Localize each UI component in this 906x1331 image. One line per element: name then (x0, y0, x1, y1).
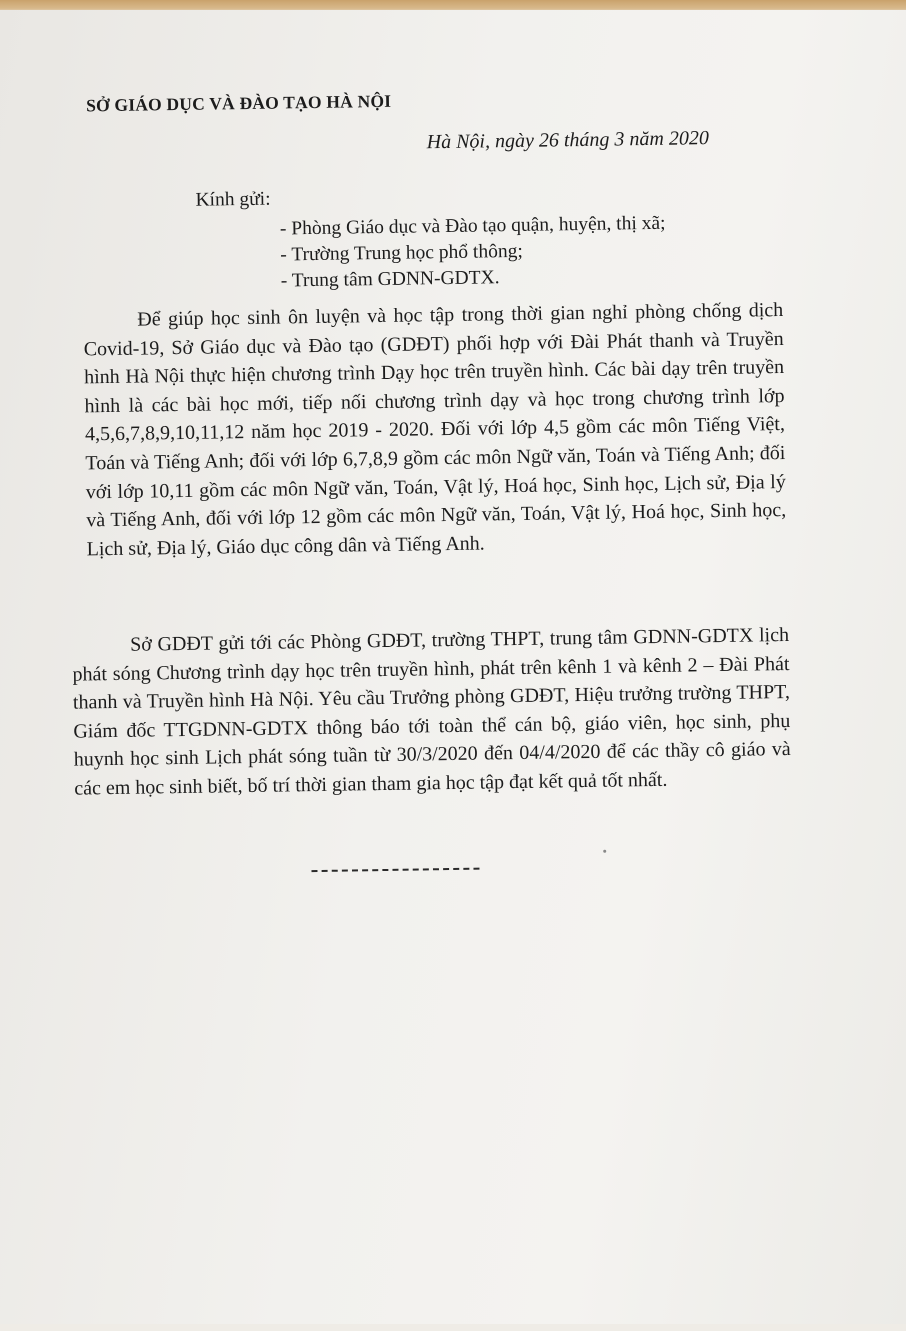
recipient-list (280, 211, 667, 295)
date-line: Hà Nội, ngày 26 tháng 3 năm 2020 (426, 127, 710, 154)
closing-separator (311, 868, 479, 872)
recipient-item: - Trung tâm GDNN-GDTX. (280, 267, 500, 292)
paper-speck (603, 850, 606, 853)
body-paragraph-1: Để giúp học sinh ôn luyện và học tập trong thời gian nghỉ phòng chống dịch Covid-19, Sở Giáo dục và Đào tạo (GDĐT) phối hợp với Đài Phát thanh và Truyền hình Hà Nội thực hiện chương trình Dạy học trên truyền hình. Các bài dạy trên truyền hình là các bài học mới, tiếp nối chương trình dạy và học trong chương trình lớp 4,5,6,7,8,9,10,11,12 năm học 2019 - 2020. Đối với lớp 4,5 gồm các môn Tiếng Việt, Toán và Tiếng Anh; đối với lớp 6,7,8,9 gồm các môn Ngữ văn, Toán và Tiếng Anh; đối với lớp 10,11 gồm các môn Ngữ văn, Toán, Vật lý, Hoá học, Sinh học, Lịch sử, Địa lý và Tiếng Anh, đối với lớp 12 gồm các môn Ngữ văn, Toán, Vật lý, Hoá học, Sinh học, Lịch sử, Địa lý, Giáo dục công dân và Tiếng Anh. (83, 299, 787, 561)
body-paragraph-2: Sở GDĐT gửi tới các Phòng GDĐT, trường THPT, trung tâm GDNN-GDTX lịch phát sóng Chương trình dạy học trên truyền hình, phát trên kênh 1 và kênh 2 – Đài Phát thanh và Truyền hình Hà Nội. Yêu cầu Trưởng phòng GDĐT, Hiệu trưởng trường THPT, Giám đốc TTGDNN-GDTX thông báo tới toàn thể cán bộ, giáo viên, học sinh, phụ huynh học sinh Lịch phát sóng tuần từ 30/3/2020 đến 04/4/2020 để các thầy cô giáo và các em học sinh biết, bố trí thời gian tham gia học tập đạt kết quả tốt nhất. (72, 623, 791, 800)
organization-header: SỞ GIÁO DỤC VÀ ĐÀO TẠO HÀ NỘI (85, 90, 392, 116)
recipient-item: - Trường Trung học phổ thông; (280, 240, 523, 266)
salutation: Kính gửi: (195, 188, 271, 211)
recipient-item: - Phòng Giáo dục và Đào tạo quận, huyện, thị xã; (279, 212, 666, 240)
